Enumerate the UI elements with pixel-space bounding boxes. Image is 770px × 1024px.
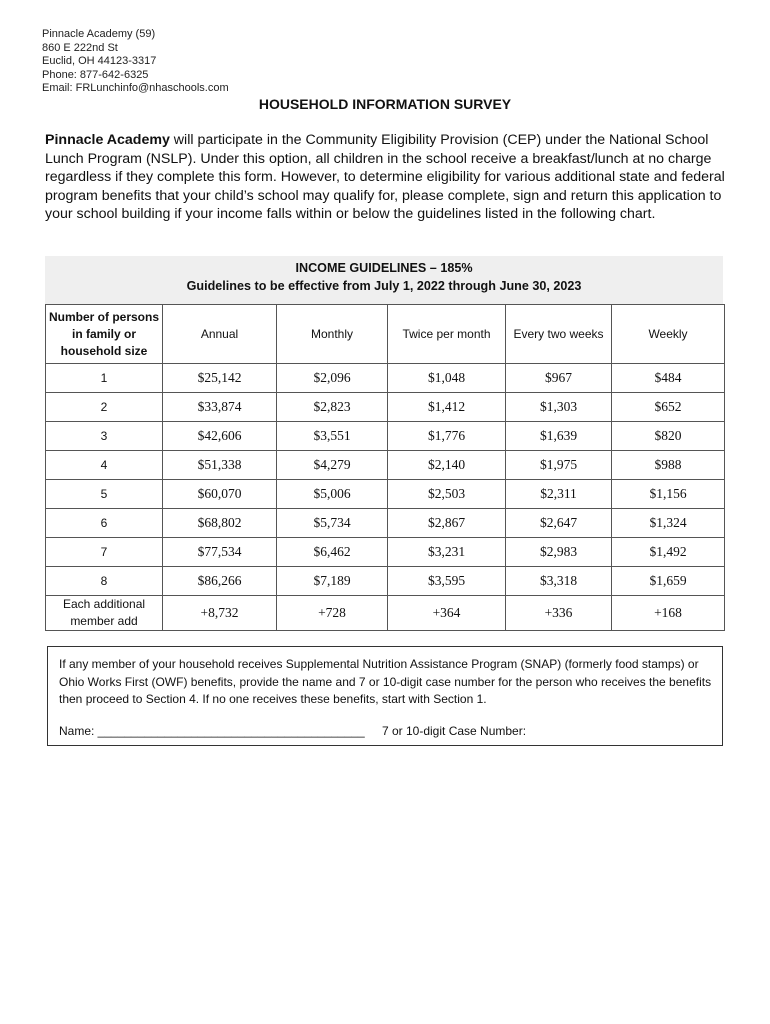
- intro-text: will participate in the Community Eligibility Provision (CEP) under the National School Lunch Program (NSLP). Under this option, all children in the school receive a breakfast/lunch at no charge regardless if they complete this form. However, to determine eligibility for various additional state and federal program benefits that your child’s school may qualify for, please complete, sign and return this application to your school building if your income falls within or below the guidelines listed in the following chart.: [45, 132, 725, 223]
- guidelines-title: INCOME GUIDELINES – 185%: [295, 261, 473, 275]
- weekly-cell: $1,324: [612, 509, 725, 538]
- monthly-cell: $5,006: [277, 480, 388, 509]
- table-row: [46, 567, 725, 596]
- household-size-cell: 6: [46, 509, 163, 538]
- table-row: [46, 393, 725, 422]
- weekly-cell: $1,659: [612, 567, 725, 596]
- column-header-weekly: Weekly: [612, 305, 725, 364]
- every-two-weeks-cell: $1,303: [506, 393, 612, 422]
- table-row: [46, 538, 725, 567]
- twice-per-month-cell: $1,412: [388, 393, 506, 422]
- weekly-cell: $484: [612, 364, 725, 393]
- twice-per-month-cell: $3,595: [388, 567, 506, 596]
- school-street: 860 E 222nd St: [42, 41, 118, 54]
- monthly-cell: $4,279: [277, 451, 388, 480]
- monthly-cell: $6,462: [277, 538, 388, 567]
- twice-per-month-cell: +364: [388, 596, 506, 631]
- twice-per-month-cell: $3,231: [388, 538, 506, 567]
- every-two-weeks-cell: +336: [506, 596, 612, 631]
- every-two-weeks-cell: $967: [506, 364, 612, 393]
- school-phone: Phone: 877-642-6325: [42, 68, 149, 81]
- income-guidelines-table: [45, 304, 725, 631]
- column-header-monthly: Monthly: [277, 305, 388, 364]
- intro-school-name: Pinnacle Academy: [45, 132, 170, 148]
- weekly-cell: $1,156: [612, 480, 725, 509]
- table-row: [46, 480, 725, 509]
- monthly-cell: $3,551: [277, 422, 388, 451]
- household-size-cell: 8: [46, 567, 163, 596]
- monthly-cell: $7,189: [277, 567, 388, 596]
- table-row: [46, 364, 725, 393]
- annual-cell: $42,606: [163, 422, 277, 451]
- weekly-cell: $652: [612, 393, 725, 422]
- case-number-field[interactable]: 7 or 10-digit Case Number:: [381, 723, 527, 738]
- snap-fields-line: [59, 723, 712, 741]
- annual-cell: $60,070: [163, 480, 277, 509]
- table-row-additional-member: [46, 596, 725, 631]
- table-row: [46, 509, 725, 538]
- guidelines-effective-dates: Guidelines to be effective from July 1, 2022 through June 30, 2023: [186, 279, 582, 293]
- school-address-block: [42, 28, 229, 96]
- annual-cell: $51,338: [163, 451, 277, 480]
- every-two-weeks-cell: $1,975: [506, 451, 612, 480]
- additional-member-label: Each additional member add: [46, 596, 163, 631]
- household-size-cell: 2: [46, 393, 163, 422]
- household-size-cell: 1: [46, 364, 163, 393]
- monthly-cell: +728: [277, 596, 388, 631]
- every-two-weeks-cell: $1,639: [506, 422, 612, 451]
- twice-per-month-cell: $1,776: [388, 422, 506, 451]
- snap-benefits-box: [47, 646, 723, 746]
- annual-cell: $77,534: [163, 538, 277, 567]
- table-row: [46, 422, 725, 451]
- household-size-cell: 3: [46, 422, 163, 451]
- page-title: HOUSEHOLD INFORMATION SURVEY: [258, 96, 512, 112]
- every-two-weeks-cell: $3,318: [506, 567, 612, 596]
- school-email: Email: FRLunchinfo@nhaschools.com: [42, 82, 229, 94]
- income-guidelines-heading: [45, 256, 723, 304]
- monthly-cell: $2,096: [277, 364, 388, 393]
- household-size-cell: 4: [46, 451, 163, 480]
- weekly-cell: $820: [612, 422, 725, 451]
- weekly-cell: +168: [612, 596, 725, 631]
- every-two-weeks-cell: $2,311: [506, 480, 612, 509]
- weekly-cell: $988: [612, 451, 725, 480]
- snap-instructions: If any member of your household receives Supplemental Nutrition Assistance Program (SNAP) (formerly food stamps) or Ohio Works First (OWF) benefits, provide the name and 7 or 10-digit case number for the person who receives the benefits then proceed to Section 4. If no one receives these benefits, start with Section 1.: [59, 657, 712, 706]
- name-field[interactable]: Name: ________________________________________: [59, 723, 365, 738]
- annual-cell: $86,266: [163, 567, 277, 596]
- intro-paragraph: [45, 131, 735, 224]
- table-header-row: [46, 305, 725, 364]
- annual-cell: +8,732: [163, 596, 277, 631]
- table-row: [46, 451, 725, 480]
- annual-cell: $33,874: [163, 393, 277, 422]
- twice-per-month-cell: $1,048: [388, 364, 506, 393]
- every-two-weeks-cell: $2,647: [506, 509, 612, 538]
- monthly-cell: $2,823: [277, 393, 388, 422]
- twice-per-month-cell: $2,140: [388, 451, 506, 480]
- school-name: Pinnacle Academy (59): [42, 28, 156, 40]
- column-header-twice-per-month: Twice per month: [388, 305, 506, 364]
- weekly-cell: $1,492: [612, 538, 725, 567]
- annual-cell: $25,142: [163, 364, 277, 393]
- every-two-weeks-cell: $2,983: [506, 538, 612, 567]
- twice-per-month-cell: $2,867: [388, 509, 506, 538]
- twice-per-month-cell: $2,503: [388, 480, 506, 509]
- household-size-cell: 7: [46, 538, 163, 567]
- column-header-annual: Annual: [163, 305, 277, 364]
- monthly-cell: $5,734: [277, 509, 388, 538]
- column-header-every-two-weeks: Every two weeks: [506, 305, 612, 364]
- school-city: Euclid, OH 44123-3317: [42, 55, 157, 67]
- household-size-cell: 5: [46, 480, 163, 509]
- annual-cell: $68,802: [163, 509, 277, 538]
- column-header-household-size: Number of persons in family or household size: [46, 305, 163, 364]
